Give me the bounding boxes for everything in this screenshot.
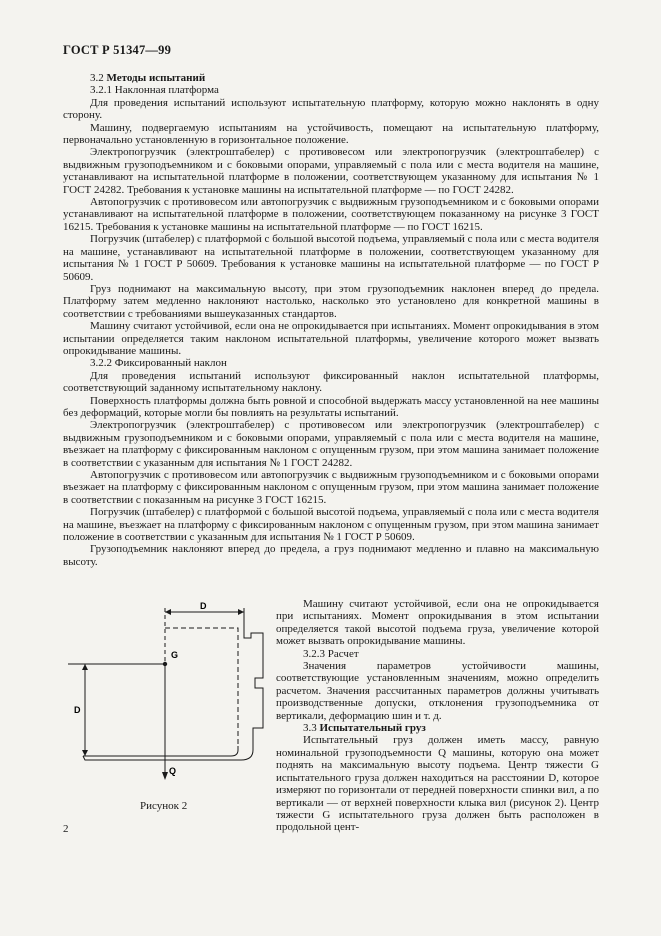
paragraph: Для проведения испытаний используют испытательную платформу, которую можно наклонять в одну сторону. xyxy=(63,96,599,122)
subsection-heading: 3.2.3 Расчет xyxy=(303,647,359,660)
subsection-heading: 3.2.1 Наклонная платформа xyxy=(90,84,219,97)
paragraph: Автопогрузчик с противовесом или автопогрузчик с выдвижным грузоподъемником и с боковыми опорами устанавливают на испытательной платформе в положении, соответствующем показанному на рисунке 3 ГОСТ 16215. Требования к установке машины на испытательной платформе — по ГОСТ 16215. xyxy=(63,196,599,233)
subsection-heading: 3.2.2 Фиксированный наклон xyxy=(90,357,227,370)
label-q: Q xyxy=(169,766,177,776)
label-g: G xyxy=(171,650,179,660)
page-number: 2 xyxy=(63,823,69,835)
paragraph: Грузоподъемник наклоняют вперед до предела, а груз поднимают медленно и плавно на максимальную высоту. xyxy=(63,543,599,568)
paragraph: Машину, подвергаемую испытаниям на устойчивость, помещают на испытательную платформу, первоначально установленную в горизонтальное положение. xyxy=(63,121,599,147)
paragraph: Электропогрузчик (электроштабелер) с противовесом или электропогрузчик (электроштабелер) с выдвижным грузоподъемником и с боковыми опорами, управляемый с пола или с места водителя на машине, устанавливают на испытательной платформе в положении, соответствующем указанному для испытания № 1 ГОСТ 24282. Требования к установке машины на испытательной платформе — по ГОСТ 24282. xyxy=(63,146,599,196)
paragraph: Погрузчик (штабелер) с платформой с большой высотой подъема, управляемый с пола или с места водителя на машине, устанавливают на испытательной платформе в положении, соответствующем указанному для испытания № 1 ГОСТ Р 50609. Требования к установке машины на испытательной платформе — по ГОСТ Р 50609. xyxy=(63,233,599,283)
paragraph: Машину считают устойчивой, если она не опрокидывается при испытаниях. Момент опрокидывания в этом испытании определяется таким наклоном испытательной платформы, увеличение которого может вызвать опрокидывание машины. xyxy=(63,320,599,357)
main-text xyxy=(63,72,599,568)
paragraph: Груз поднимают на максимальную высоту, при этом грузоподъемник наклонен вперед до предела. Платформу затем медленно наклоняют настолько, насколько это установлено для конкретной машины в соответствии с требованиями вышеуказанных стандартов. xyxy=(63,282,599,320)
label-d-side: D xyxy=(74,705,81,715)
figure-caption: Рисунок 2 xyxy=(140,800,188,812)
paragraph: Электропогрузчик (электроштабелер) с противовесом или электропогрузчик (электроштабелер) с выдвижным грузоподъемником и с боковыми опорами, управляемый с пола или с места водителя на машине, въезжает на платформу с фиксированным наклоном с опущенным грузом, при этом машина занимает положение в соответствии с указанным для испытания № 1 ГОСТ 24282. xyxy=(63,419,599,469)
paragraph: Испытательный груз должен иметь массу, равную номинальной грузоподъемности Q машины, которую она может поднять на максимальную высоту подъема. Центр тяжести G испытательного груза должен находиться на расстоянии D, которое измеряют по горизонтали от передней поверхности спинки вил, а по вертикали — от верхней поверхности клыка вил (рисунок 2). Центр тяжести G испытательного груза должен быть расположен в продольной цент- xyxy=(276,734,599,834)
right-column-text xyxy=(276,598,599,834)
paragraph: Машину считают устойчивой, если она не опрокидывается при испытаниях. Момент опрокидывания в этом испытании определяется такой высотой подъема груза, увеличение которой может вызвать опрокидывание машины. xyxy=(276,598,599,648)
fork-tine xyxy=(83,746,238,756)
paragraph: Поверхность платформы должна быть ровной и способной выдержать массу установленной на нее машины без деформаций, которые могли бы повлиять на результаты испытаний. xyxy=(63,394,599,419)
figure-2-diagram xyxy=(63,598,273,798)
document-header: ГОСТ Р 51347—99 xyxy=(63,43,172,57)
fork-tine-bottom xyxy=(83,750,253,760)
g-point xyxy=(163,662,167,666)
fork-diagram xyxy=(63,598,273,798)
load-outline xyxy=(165,628,238,746)
paragraph: Автопогрузчик с противовесом или автопогрузчик с выдвижным грузоподъемником и с боковыми опорами въезжает на платформу с фиксированным наклоном с опущенным грузом, при этом машина занимает положение в соответствии с показанным на рисунке 3 ГОСТ 16215. xyxy=(63,469,599,506)
paragraph: Значения параметров устойчивости машины, соответствующие установленным значениям, можно определить расчетом. Значения рассчитанных параметров должны учитывать производственные допуски, отклонения грузоподъемника от вертикали, деформацию шин и т. д. xyxy=(276,660,599,722)
paragraph: Погрузчик (штабелер) с платформой с большой высотой подъема, управляемый с пола или с места водителя на машине, въезжает на платформу с фиксированным наклоном с опущенным грузом, при этом машина занимает положение в соответствии с указанным для испытания № 1 ГОСТ Р 50609. xyxy=(63,506,599,544)
fork-carriage xyxy=(244,630,263,750)
section-heading: 3.2 Методы испытаний xyxy=(90,72,206,84)
label-d-top: D xyxy=(200,601,207,611)
section-heading: 3.3 Испытательный груз xyxy=(303,722,426,735)
paragraph: Для проведения испытаний используют фиксированный наклон испытательной платформы, соответствующий заданному испытательному наклону. xyxy=(63,369,599,395)
